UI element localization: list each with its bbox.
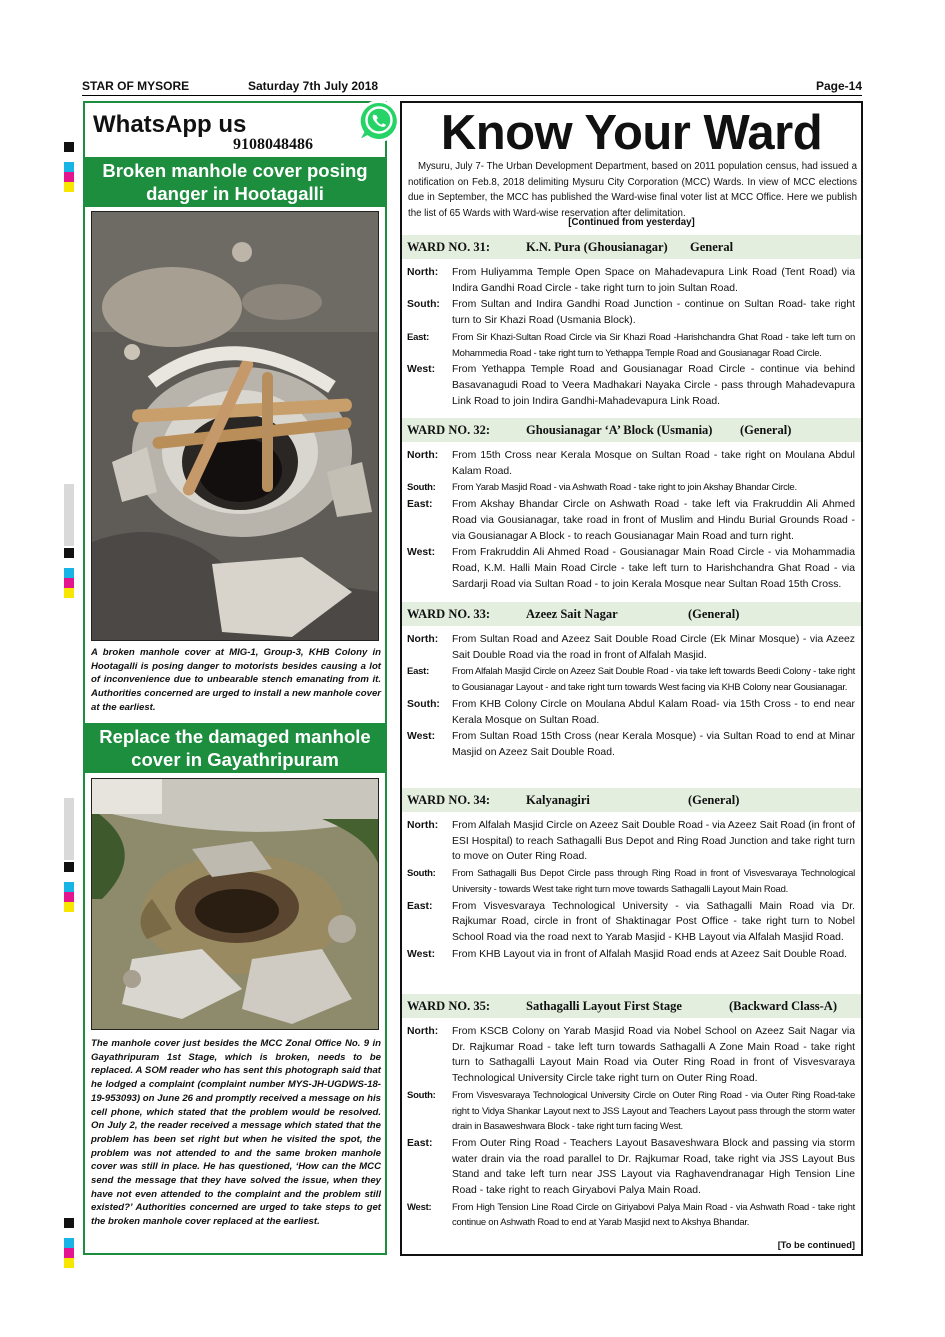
ward-name: K.N. Pura (Ghousianagar) [526,240,668,254]
boundary-text: From Visvesvaraya Technological University Circle on Outer Ring Road - via Outer Ring Road-take right to Vidya Shankar Layout next to JSS Layout and Teachers Layout pass through the storm water drain in Basaweshwara Block - take right turn facing West. [452,1089,855,1133]
boundary-row [402,265,861,296]
boundary-row [402,947,861,963]
direction-label: North: [407,450,439,461]
boundary-row [402,1136,861,1199]
ward-heading [402,418,861,442]
manhole-photo-hootagalli [91,211,379,641]
direction-label: South: [407,482,436,494]
direction-label: South: [407,868,436,880]
ward-heading [402,235,861,259]
whatsapp-column [83,101,387,1255]
boundary-text: From Visvesvaraya Technological University - via Sathagalli Main Road via Dr. Rajkumar Road, circle in front of Shaktinagar Post Office - take right turn to Nobel School Road via the road next to Yarab Masjid - KHB Layout via Alfalah Masjid Road. [452,900,855,943]
direction-label: West: [407,731,436,743]
issue-date: Saturday 7th July 2018 [248,79,379,93]
grey-strip [64,798,74,860]
grey-strip [64,484,74,546]
direction-label: West: [407,547,436,559]
boundary-text: From Sir Khazi-Sultan Road Circle via Sir Khazi Road -Harishchandra Ghat Road - take left turn on Mohammedia Road - take right turn to Yethappa Temple Road and Gousianagar Road Circle. [452,331,855,359]
direction-label: North: [407,267,439,278]
boundary-row [402,866,861,897]
boundary-text: From Akshay Bhandar Circle on Ashwath Road - take left via Frakruddin Ali Ahmed Road via Gousianagar, take road in front of Muslim and Hindu Burial Grounds Road - via Gousianagar A Block - to reach Gousianagar Main Road and turn right. [452,499,855,542]
ward-name: Ghousianagar ‘A’ Block (Usmania) [526,423,713,437]
boundary-text: From KHB Colony Circle on Moulana Abdul Kalam Road- via 15th Cross - to end near Kerala Mosque on Sultan Road. [452,698,855,726]
boundary-text: From Sathagalli Bus Depot Circle pass through Ring Road in front of Visvesvaraya Technological University - towards West take right turn move towards Sathagalli Layout Main Road. [452,868,855,895]
boundary-row [402,632,861,663]
boundary-text: From Alfalah Masjid Circle on Azeez Sait Double Road - via take left towards Beedi Colony - take right to Gousianagar Layout - and take right turn towards West facing via KHB Colony near Gousianagar. [452,666,855,694]
registration-marks-bottom [64,1218,74,1268]
ward-name: Sathagalli Layout First Stage [526,999,682,1013]
ward-number: WARD NO. 34: [407,793,490,807]
direction-label: South: [407,299,440,311]
ward-number: WARD NO. 35: [407,999,490,1013]
direction-label: North: [407,634,439,645]
boundary-row [402,1088,861,1135]
direction-label: South: [407,1089,436,1101]
ward-heading [402,994,861,1018]
boundary-text: From Sultan Road and Azeez Sait Double Road Circle (Ek Minar Mosque) - via Azeez Sait Double Road via the road in front of Alfalah Masjid. [452,634,855,661]
boundary-text: From KSCB Colony on Yarab Masjid Road via Nobel School on Azeez Sait Nagar via Dr. Rajkumar Road - take left turn towards Sathagalli A Zone Main Road - take right turn to Sathagalli Layout Main Road via Outer Ring Road in front of Visvesvaraya Technological University Circle take right turn on Outer Ring Road. [452,1026,855,1085]
boundary-text: From Sultan Road 15th Cross (near Kerala Mosque) - via Sultan Road to end at Minar Masjid on Azeez Sait Double Road. [452,731,855,758]
ward-35 [402,994,861,1231]
boundary-text: From Huliyamma Temple Open Space on Mahadevapura Link Road (Tent Road) via Indira Gandhi Road Circle - take right turn to join Sultan Road. [452,267,855,294]
article-intro: Mysuru, July 7- The Urban Development Department, based on 2011 population census, had issued a notification on Feb.8, 2018 delimiting Mysuru City Corporation (MCC) Wards. In view of MCC elections due in September, the MCC has published the Ward-wise final voter list at MCC Office. Here we publish the list of 65 Wards with Ward-wise reservation after delimitation. [408,161,857,219]
direction-label: West: [407,948,436,960]
boundary-text: From Sultan and Indira Gandhi Road Junction - continue on Sultan Road- take right turn to Sir Khazi Road (Usmania Block). [452,299,855,327]
boundary-text: From Yethappa Temple Road and Gousianagar Road Circle - continue via behind Basavanagudi Road to Veera Madhakari Nayaka Circle - pass through Mahadevapura Link Road to join Indira Gandhi-Mahadevapura Link Road. [452,364,855,407]
boundary-text: From High Tension Line Road Circle on Giriyabovi Palya Main Road - via Ashwath Road - take right continue on Ashwath Road to end at Yarab Masjid next to Akshya Bhandar. [452,1201,855,1229]
boundary-row [402,362,861,409]
boundary-row [402,480,861,496]
ward-name: Azeez Sait Nagar [526,607,618,621]
story2-headline: Replace the damaged manhole cover in Gayathripuram [85,723,385,773]
direction-label: East: [407,1137,433,1149]
ward-number: WARD NO. 33: [407,607,490,621]
ward-number: WARD NO. 31: [407,240,490,254]
boundary-row [402,899,861,946]
boundary-row [402,729,861,760]
direction-label: East: [407,499,433,511]
boundary-row [402,697,861,728]
ward-34 [402,788,861,962]
direction-label: West: [407,364,436,376]
boundary-row [402,664,861,695]
direction-label: North: [407,1026,439,1037]
boundary-text: From Frakruddin Ali Ahmed Road - Gousianagar Main Road Circle - via Mohammadia Road, K.M. Halli Main Road Circle - take left turn to Harishchandra Ghat Road - via Sardarji Road via Sultan Road - to join Kerala Mosque near Sultan Road 15th Cross. [452,547,855,590]
continued-note: [Continued from yesterday] [568,217,695,228]
registration-marks-mid [64,548,74,598]
paper-name: STAR OF MYSORE [82,79,190,93]
ward-32 [402,418,861,592]
ward-33 [402,602,861,761]
whatsapp-title: WhatsApp us [93,111,247,138]
boundary-row [402,330,861,361]
boundary-row [402,1200,861,1231]
boundary-text: From KHB Layout via in front of Alfalah Masjid Road ends at Azeez Sait Double Road. [452,948,848,960]
page-number: Page-14 [815,79,862,93]
direction-label: North: [407,820,439,831]
know-your-ward-article [400,101,863,1256]
direction-label: West: [407,1201,432,1213]
boundary-row [402,448,861,479]
ward-category: (General) [688,793,740,807]
boundary-row [402,1024,861,1087]
page-header [82,78,862,96]
boundary-text: From Yarab Masjid Road - via Ashwath Road - take right to join Akshay Bhandar Circle. [452,482,797,494]
ward-category: (General) [688,607,740,621]
whatsapp-number: 9108048486 [233,136,313,153]
whatsapp-box [85,103,385,159]
ward-number: WARD NO. 32: [407,423,490,437]
boundary-row [402,545,861,592]
story1-caption: A broken manhole cover at MIG-1, Group-3, KHB Colony in Hootagalli is posing danger to motorists besides causing a lot of inconvenience due to unbearable stench emanating from it. Authorities concerned are urged to install a new manhole cover at the earliest. [91,647,382,713]
boundary-row [402,497,861,544]
ward-category: General [690,240,734,254]
registration-marks-top [64,142,74,192]
direction-label: East: [407,666,429,678]
direction-label: East: [407,331,429,343]
ward-31 [402,235,861,409]
article-title: Know Your Ward [440,106,823,160]
story2-caption: The manhole cover just besides the MCC Zonal Office No. 9 in Gayathripuram 1st Stage, which is broken, needs to be replaced. A SOM reader who has sent this photograph said that he lodged a complaint (complaint number MYS-JH-UGDWS-18-19-953093) on June 26 and promptly received a message on his cell phone, which stated that the problem would be resolved. On July 2, the reader received a message which stated that the problem has been set right but when he visited the spot, the problem was not attended to and the same broken manhole cover was still in place. He has questioned, ‘How can the MCC send the message that they have solved the issue, when they have not even attended to the complaint and the problem still existed?’ Authorities concerned are urged to take steps to get the broken manhole cover replaced at the earliest. [91,1038,381,1228]
boundary-text: From 15th Cross near Kerala Mosque on Sultan Road - take right on Moulana Abdul Kalam Road. [452,450,855,477]
boundary-text: From Alfalah Masjid Circle on Azeez Sait Double Road - via Azeez Sait Road (in front of ESI Hospital) to reach Sathagalli Bus Depot and Ring Road Junction and take right turn to move on Outer Ring Road. [452,820,855,863]
manhole-photo-gayathripuram [91,778,379,1030]
whatsapp-icon [357,99,401,143]
ward-category: (General) [740,423,792,437]
story1-headline: Broken manhole cover posing danger in Hootagalli [85,157,385,207]
direction-label: South: [407,698,440,710]
boundary-row [402,297,861,328]
ward-category: (Backward Class-A) [729,999,837,1013]
boundary-row [402,818,861,865]
registration-marks-mid2 [64,862,74,912]
ward-name: Kalyanagiri [526,793,590,807]
direction-label: East: [407,900,433,912]
ward-heading [402,602,861,626]
to-be-continued-note: [To be continued] [777,1240,855,1250]
ward-heading [402,788,861,812]
boundary-text: From Outer Ring Road - Teachers Layout Basaveshwara Block and passing via storm water drain via the road parallel to Dr. Rajkumar Road, take right via JSS Layout Bus Stand and take left turn near JSS Layout via Raghavendranagar High Tension Line Road - take right to reach Giryabovi Palya Main Road. [452,1137,855,1197]
